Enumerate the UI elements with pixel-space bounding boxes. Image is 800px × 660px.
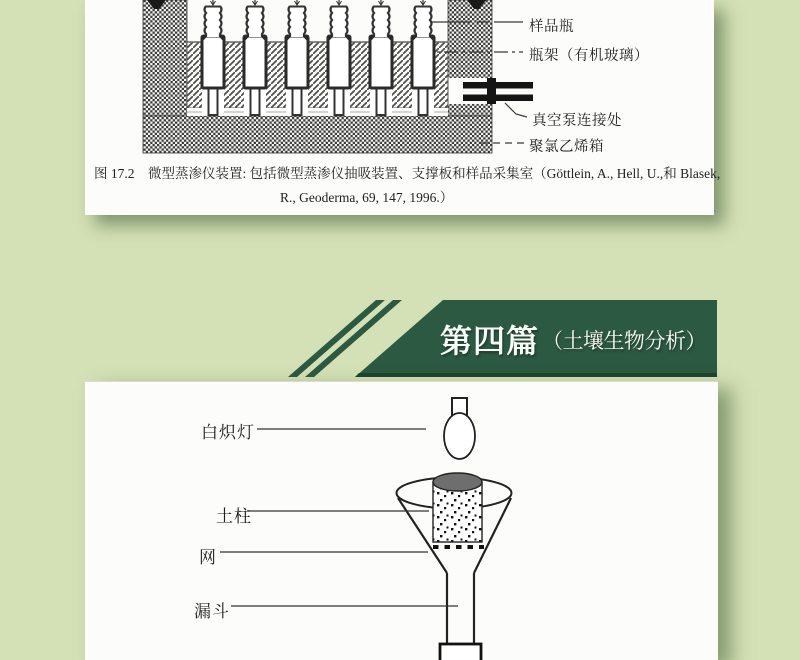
sample-bottle-shape (262, 6, 264, 37)
sample-bottle-shape (388, 6, 390, 37)
soil-column-top (433, 473, 482, 491)
sample-bottle-shape (370, 36, 392, 88)
part-title: 第四篇 (440, 322, 540, 359)
sample-bottle-shape (430, 6, 432, 37)
sample-bottle-shape (202, 36, 224, 88)
pvc-box-left-wall (143, 0, 187, 116)
label-vacuum-connection: 真空泵连接处 (532, 113, 622, 129)
vacuum-tube-connector (487, 78, 496, 104)
label-mesh: 网 (199, 548, 217, 567)
tullgren-funnel-figure (85, 382, 718, 660)
lysimeter-figure (85, 0, 714, 215)
sample-bottle-shape (220, 6, 222, 37)
sample-bottle-shape (373, 6, 375, 37)
sample-bottle-shape (304, 6, 306, 37)
vacuum-tube-upper (463, 82, 533, 89)
sample-bottle-shape (412, 36, 434, 88)
sample-bottle-shape (244, 36, 266, 88)
pvc-box-bottom (143, 116, 492, 153)
book-page-top (85, 0, 721, 215)
label-pvc-box: 聚氯乙烯箱 (529, 139, 604, 155)
sample-bottle-shape (331, 6, 333, 37)
figure-caption-line2: R., Geoderma, 69, 147, 1996.） (280, 190, 454, 205)
leader-vacuum-connection (505, 103, 527, 117)
sample-bottle-shape (346, 6, 348, 37)
sample-bottle-shape (290, 6, 304, 37)
sample-bottle-shape (248, 6, 262, 37)
label-bottle-rack: 瓶架（有机玻璃） (529, 48, 649, 64)
section-banner (280, 300, 720, 378)
sample-bottle-shape (289, 6, 291, 37)
sample-bottle-shape (206, 6, 220, 37)
sample-bottle-shape (419, 86, 428, 115)
collection-vessel (440, 644, 481, 660)
sample-bottle-shape (374, 6, 388, 37)
sample-bottle-shape (251, 86, 260, 115)
book-page-bottom (85, 381, 718, 660)
sample-bottle-shape (416, 6, 430, 37)
sample-bottle-shape (286, 36, 308, 88)
figure-caption-line1: 图 17.2 微型蒸渗仪装置: 包括微型蒸渗仪抽吸装置、支撑板和样品采集室（Göttlein, A., Hell, U.,和 Blasek, (94, 166, 721, 181)
lamp-bulb-shape (444, 413, 475, 459)
sample-bottle-shape (377, 86, 386, 115)
bottle-rack-shape (187, 42, 448, 108)
soil-column-shape (433, 483, 482, 542)
sample-bottle-shape (247, 6, 249, 37)
sample-bottle-shape (205, 6, 207, 37)
sample-bottle-shape (415, 6, 417, 37)
label-incandescent-lamp: 白炽灯 (201, 423, 255, 442)
sample-bottle-shape (328, 36, 350, 88)
label-soil-column: 土柱 (216, 507, 252, 526)
label-funnel: 漏斗 (194, 602, 230, 621)
banner-text (440, 300, 706, 377)
sample-bottle-shape (293, 86, 302, 115)
sample-bottle-shape (335, 86, 344, 115)
sample-bottle-shape (209, 86, 218, 115)
vacuum-tube-lower (463, 95, 533, 102)
sample-bottle-shape (332, 6, 346, 37)
label-sample-bottle: 样品瓶 (529, 19, 574, 35)
part-subtitle: （土壤生物分析） (542, 329, 707, 353)
